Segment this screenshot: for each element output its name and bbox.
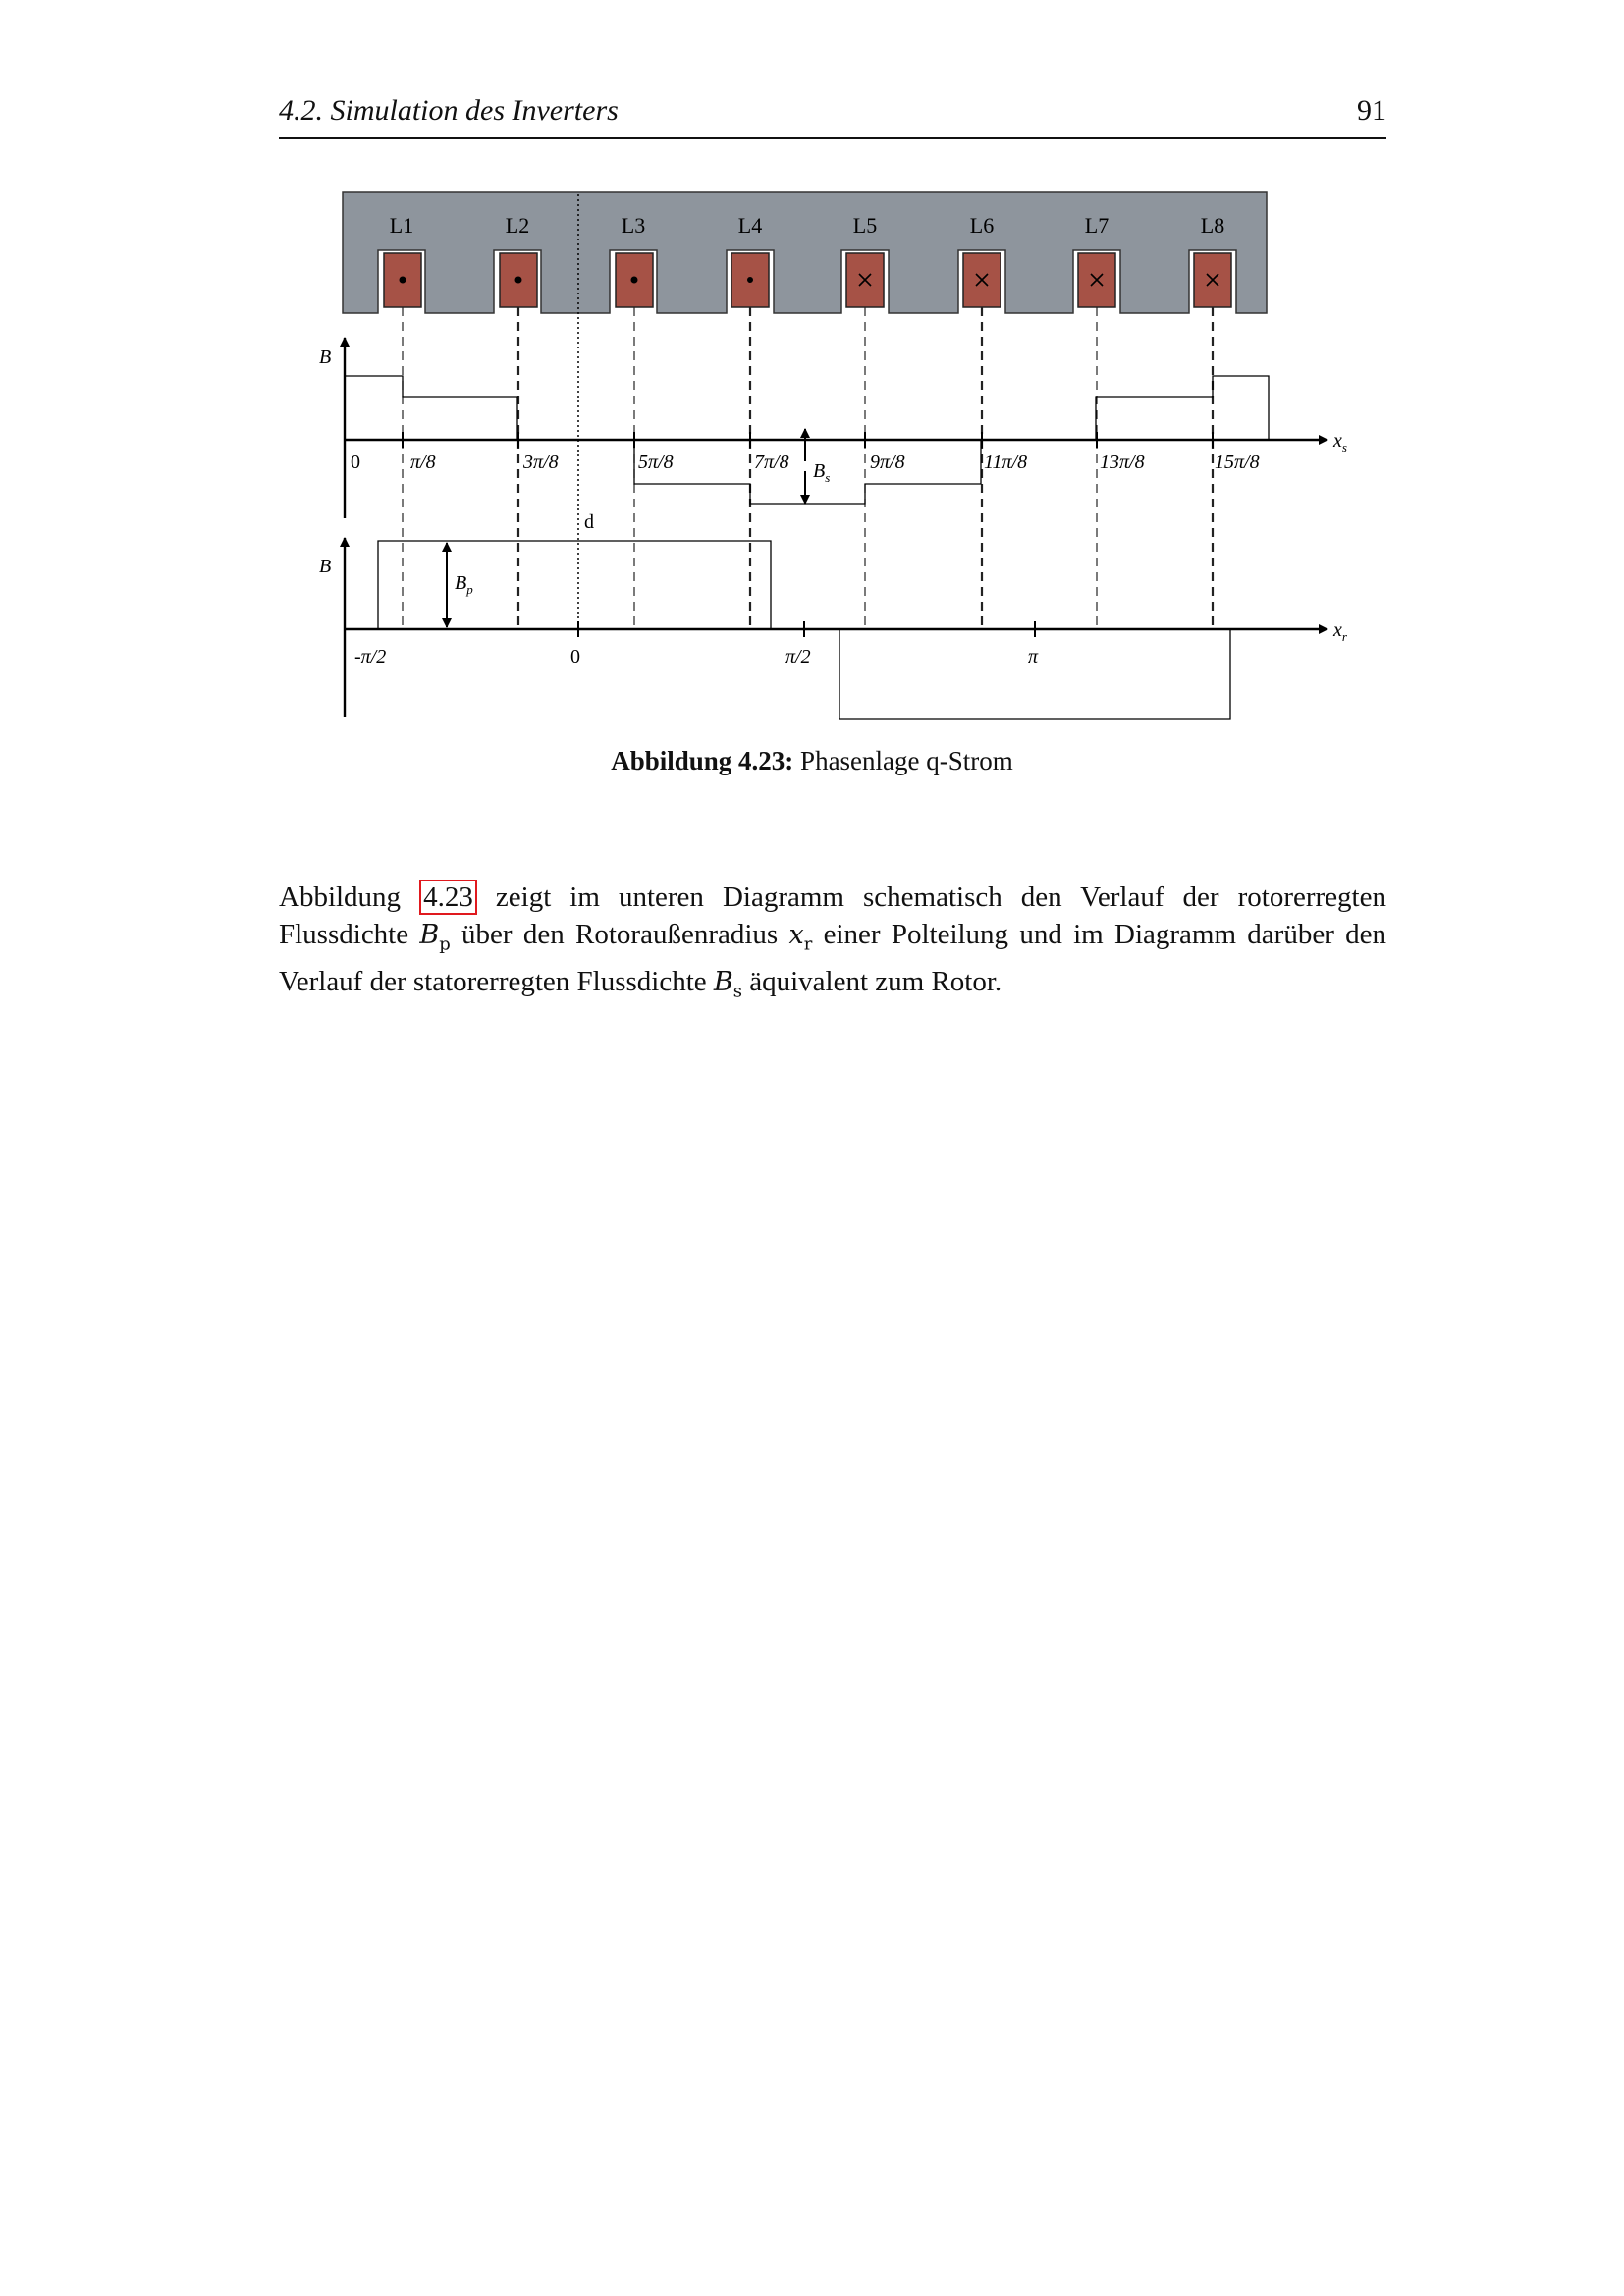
math-xr: $x_r$ (788, 920, 813, 955)
page-number: 91 (1357, 94, 1386, 127)
para-text-2: zeigt im unteren Diagramm schematisch den Verlauf der rotorerregten Flussdichte (279, 881, 1386, 950)
stator-tick-3pi8: 3π/8 (523, 452, 559, 473)
slot-label-l2: L2 (505, 213, 530, 238)
stator-tick-13pi8: 13π/8 (1100, 452, 1145, 473)
slot-label-l3: L3 (621, 213, 646, 238)
current-dot-icon (631, 277, 638, 284)
current-dot-icon (747, 277, 753, 283)
stator-tick-9pi8: 9π/8 (870, 452, 905, 473)
rotor-tick-pi2: π/2 (785, 646, 811, 667)
caption-label: Abbildung 4.23: (611, 746, 794, 775)
rotor-flux-waveform-neg (839, 629, 1230, 719)
stator-tick-0: 0 (351, 452, 360, 473)
stator-b-label: B (319, 347, 332, 368)
para-text-3: über den Rotoraußenradius (450, 919, 789, 950)
section-title: 4.2. Simulation des Inverters (279, 94, 619, 127)
slot-label-l8: L8 (1200, 213, 1225, 238)
para-text-4: einer Polteilung und im Diagramm darüber den Verlauf der statorerregten Flussdichte (279, 919, 1386, 998)
para-text-5: äquivalent zum Rotor. (742, 966, 1002, 998)
xr-axis-label: $x_r$ (1333, 619, 1347, 644)
slot-label-l1: L1 (389, 213, 414, 238)
slot-label-l7: L7 (1084, 213, 1110, 238)
rotor-tick-0: 0 (570, 646, 580, 667)
bs-amplitude-label: $B_s$ (813, 460, 831, 485)
para-text-1: Abbildung (279, 881, 420, 913)
slot-label-l6: L6 (969, 213, 995, 238)
bp-amplitude-label: $B_p$ (455, 572, 473, 597)
current-dot-icon (515, 277, 522, 284)
rotor-tick-pi: π (1028, 646, 1039, 667)
current-dot-icon (400, 277, 406, 284)
xs-axis-label: $x_s$ (1333, 430, 1347, 454)
stator-tick-5pi8: 5π/8 (638, 452, 674, 473)
math-bs: $B_s$ (713, 967, 742, 1002)
figure-phase-diagram (275, 183, 1365, 728)
figure-caption (0, 746, 1624, 776)
rotor-b-label: B (319, 556, 332, 577)
body-paragraph (279, 879, 1386, 1011)
stator-tick-15pi8: 15π/8 (1215, 452, 1260, 473)
caption-text: Phasenlage q-Strom (800, 746, 1013, 775)
stator-tick-7pi8: 7π/8 (754, 452, 789, 473)
slot-label-l5: L5 (852, 213, 878, 238)
rotor-tick-neg-pi2: -π/2 (354, 646, 387, 667)
math-bp: $B_p$ (419, 920, 451, 955)
rotor-flux-waveform (378, 541, 771, 629)
stator-iron (343, 192, 1267, 313)
stator-tick-pi8: π/8 (410, 452, 436, 473)
figure-ref-link[interactable]: 4.23 (419, 880, 477, 915)
stator-tick-11pi8: 11π/8 (984, 452, 1028, 473)
page-header (279, 94, 1386, 139)
slot-label-l4: L4 (737, 213, 763, 238)
d-axis-label: d (584, 511, 594, 533)
